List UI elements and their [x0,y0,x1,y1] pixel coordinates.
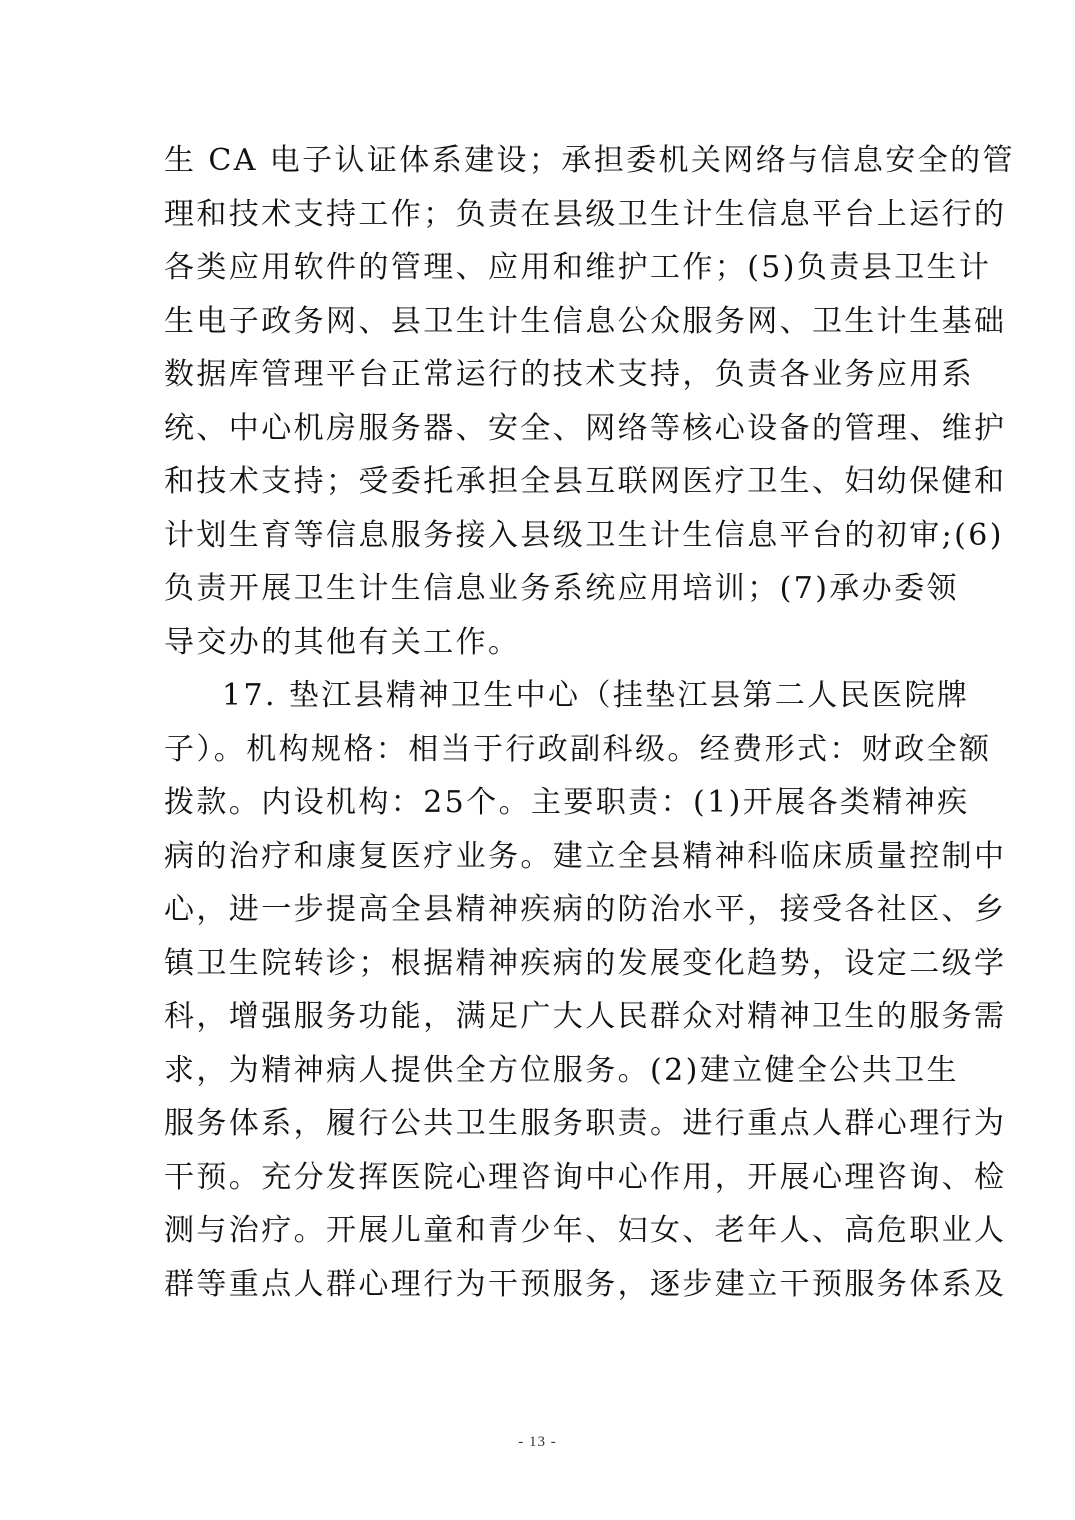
text-line: 各类应用软件的管理、应用和维护工作；(5)负责县卫生计 [164,250,992,285]
text-line: 子）。机构规格：相当于行政副科级。经费形式：财政全额 [164,731,992,767]
text-line: 心，进一步提高全县精神疾病的防治水平，接受各社区、乡 [164,892,1007,927]
text-line: 生电子政务网、县卫生计生信息公众服务网、卫生计生基础 [164,303,1007,339]
text-line: 求，为精神病人提供全方位服务。(2)建立健全公共卫生 [164,1052,959,1088]
text-line: 生 CA 电子认证体系建设；承担委机关网络与信息安全的管 [164,143,1015,178]
text-line: 拨款。内设机构：25个。主要职责：(1)开展各类精神疾 [164,785,970,820]
text-line: 测与治疗。开展儿童和青少年、妇女、老年人、高危职业人 [164,1213,1007,1248]
text-line: 科，增强服务功能，满足广大人民群众对精神卫生的服务需 [164,999,1007,1034]
text-line: 数据库管理平台正常运行的技术支持，负责各业务应用系 [164,357,974,392]
text-line: 干预。充分发挥医院心理咨询中心作用，开展心理咨询、检 [164,1159,1007,1195]
text-line: 镇卫生院转诊；根据精神疾病的发展变化趋势，设定二级学 [164,945,1007,981]
text-line: 病的治疗和康复医疗业务。建立全县精神科临床质量控制中 [164,838,1007,874]
text-line: 负责开展卫生计生信息业务系统应用培训；(7)承办委领 [164,571,959,606]
section-heading-line: 17. 垫江县精神卫生中心（挂垫江县第二人民医院牌 [222,678,970,713]
text-line: 计划生育等信息服务接入县级卫生计生信息平台的初审;(6) [164,517,1004,553]
page-number: - 13 - [518,1434,557,1450]
text-line: 导交办的其他有关工作。 [164,624,521,660]
text-line: 统、中心机房服务器、安全、网络等核心设备的管理、维护 [164,410,1007,446]
text-line: 服务体系，履行公共卫生服务职责。进行重点人群心理行为 [164,1106,1007,1141]
text-line: 理和技术支持工作；负责在县级卫生计生信息平台上运行的 [164,196,1007,232]
text-line: 群等重点人群心理行为干预服务，逐步建立干预服务体系及 [164,1266,1007,1302]
body-text [164,134,1015,1311]
text-line: 和技术支持；受委托承担全县互联网医疗卫生、妇幼保健和 [164,464,1007,499]
